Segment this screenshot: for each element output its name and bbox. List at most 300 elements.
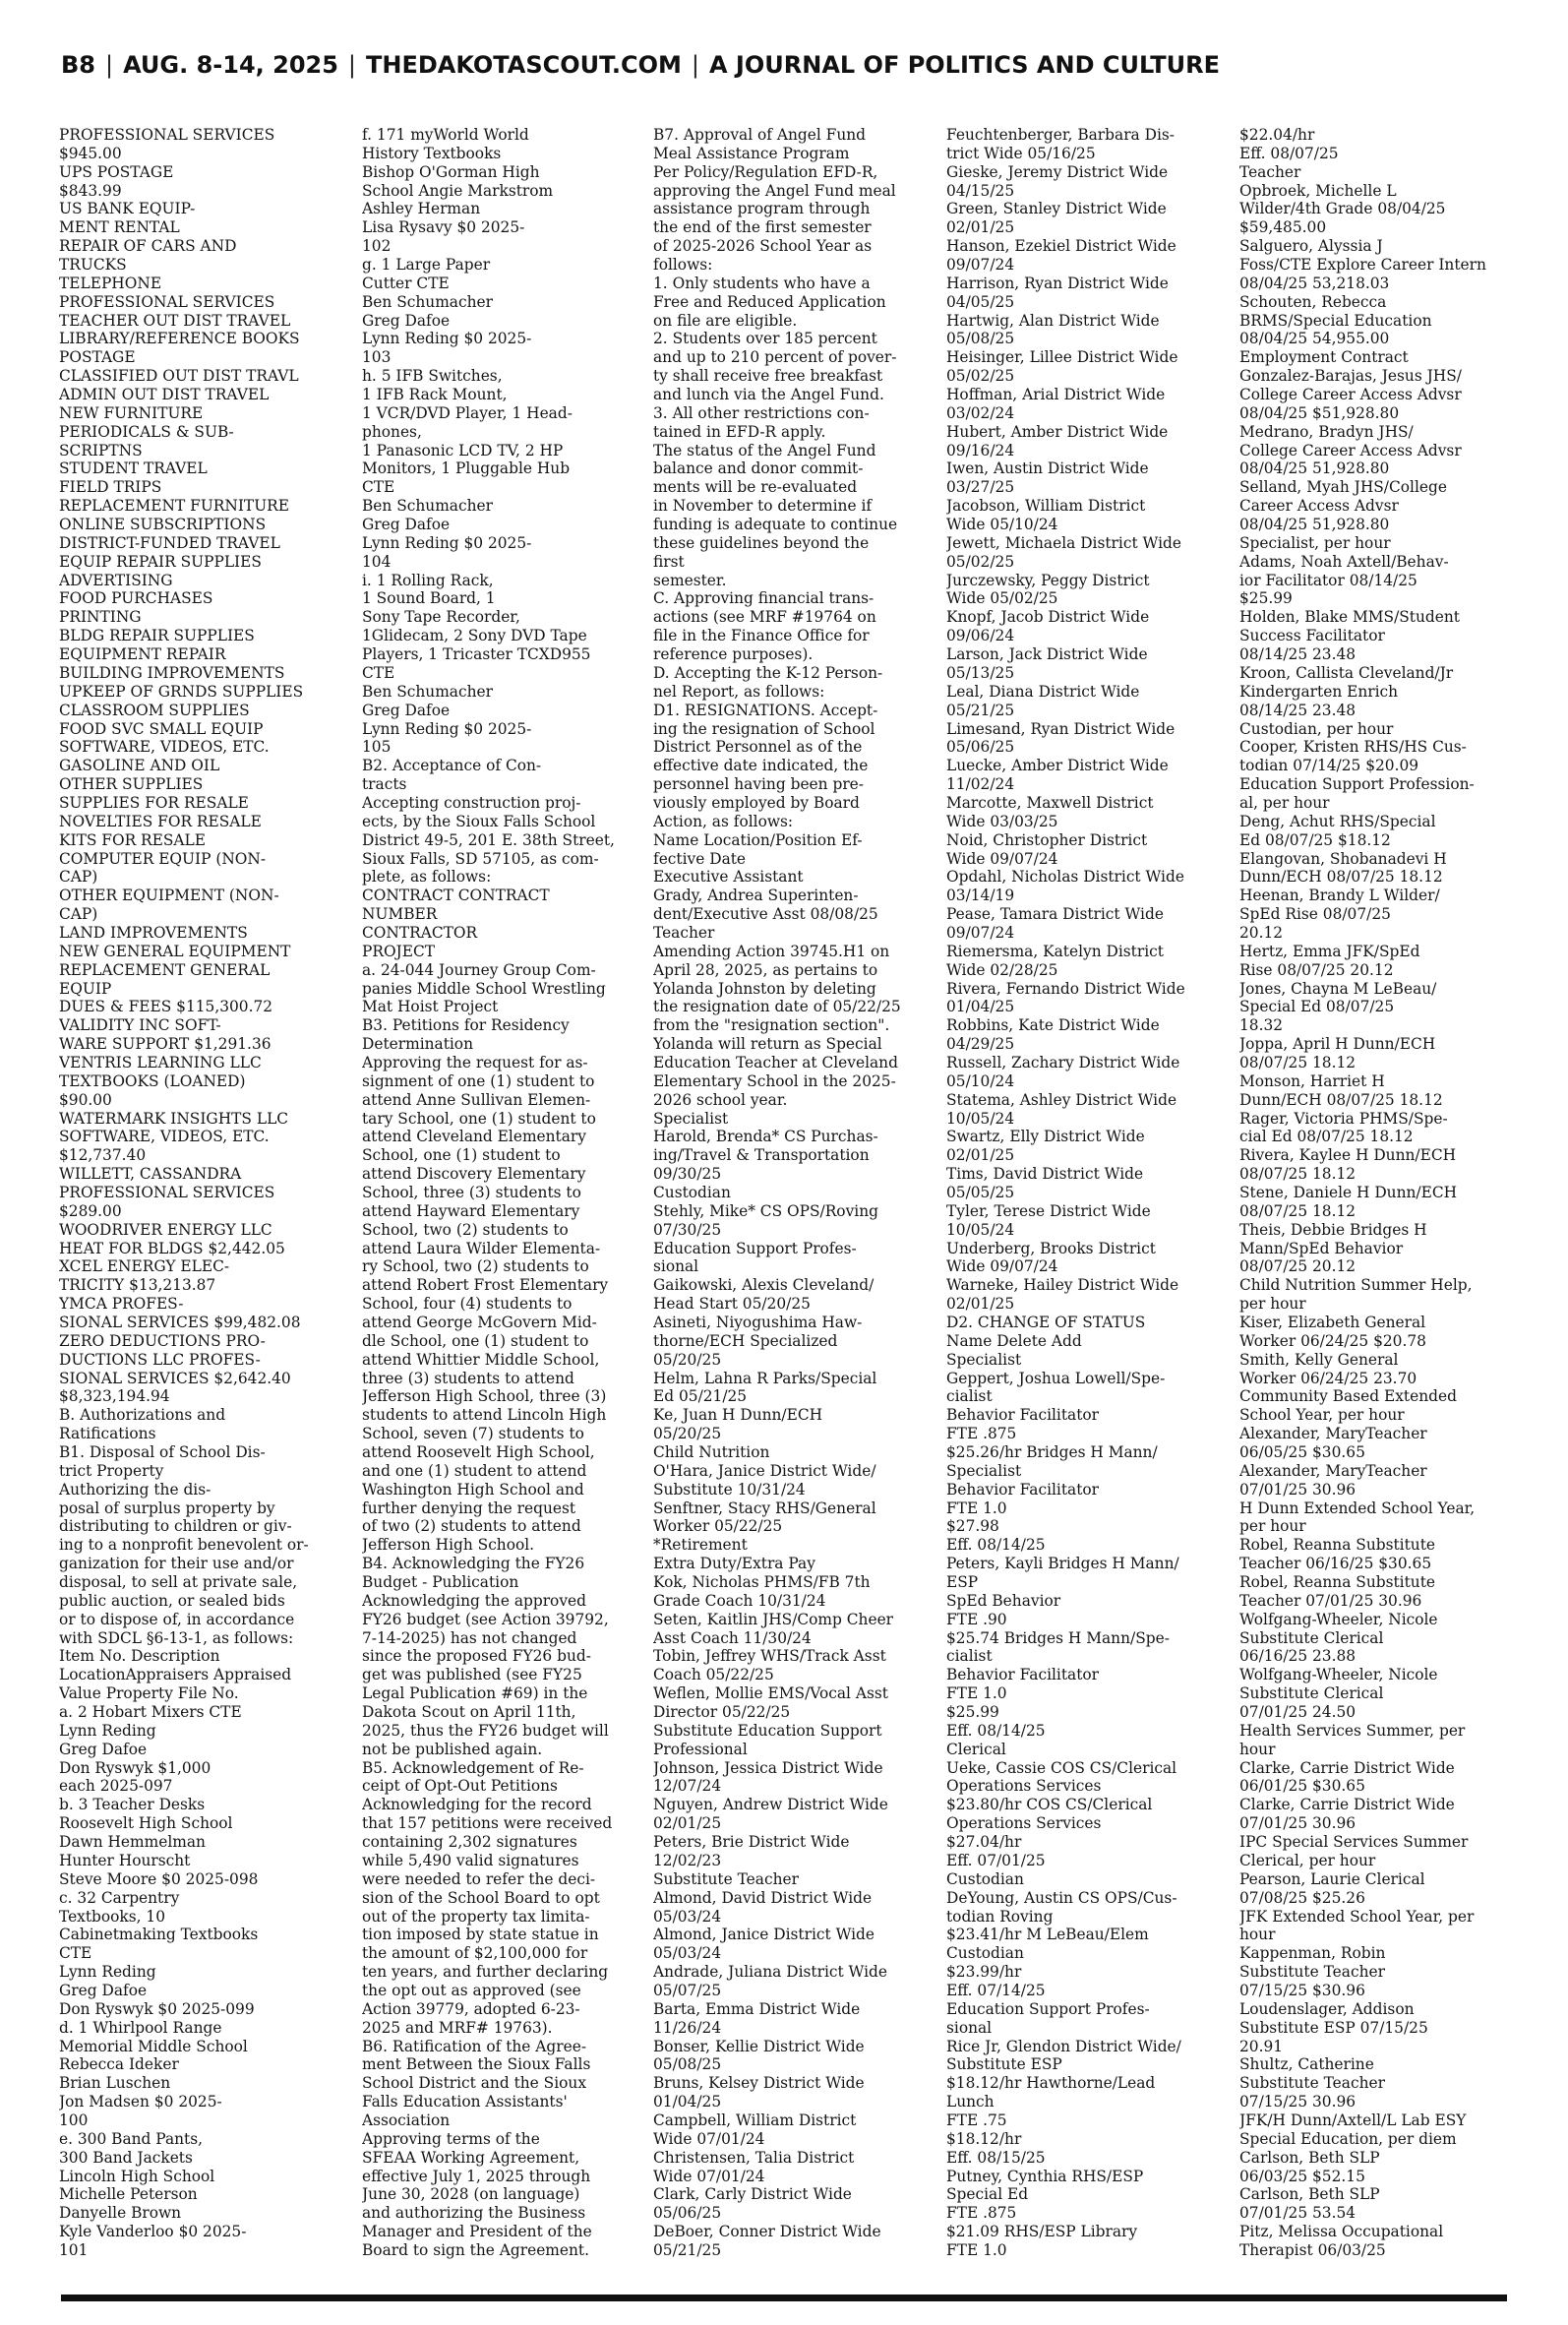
text-line: trict Wide 05/16/25	[946, 144, 1096, 162]
text-line: H Dunn Extended School Year,	[1239, 1499, 1476, 1517]
text-line: WILLETT, CASSANDRA	[59, 1165, 242, 1184]
text-line: EQUIP REPAIR SUPPLIES	[59, 552, 262, 571]
text-line: Item No. Description	[59, 1647, 220, 1666]
text-line: Dakota Scout on April 11th,	[362, 1703, 576, 1722]
text-line: FTE 1.0	[946, 1499, 1007, 1517]
text-line: Amending Action 39745.H1 on	[653, 942, 890, 960]
text-line: attend Hayward Elementary	[362, 1201, 580, 1220]
text-line: 1 IFB Rack Mount,	[362, 386, 508, 404]
text-line: Leal, Diana District Wide	[946, 682, 1140, 701]
text-line: Noid, Christopher District	[946, 830, 1148, 849]
text-line: Players, 1 Tricaster TCXD955	[362, 645, 591, 664]
text-line: 04/29/25	[946, 1035, 1015, 1054]
text-line: Gonzalez-Barajas, Jesus JHS/	[1239, 367, 1462, 386]
text-line: $23.41/hr M LeBeau/Elem	[946, 1926, 1149, 1944]
text-line: Legal Publication #69) in the	[362, 1684, 588, 1703]
text-line: Jacobson, William District	[946, 497, 1146, 516]
text-line: 05/10/24	[946, 1071, 1015, 1090]
text-line: Warneke, Hailey District Wide	[946, 1276, 1179, 1295]
text-line: 10/05/24	[946, 1109, 1015, 1128]
text-line: Substitute ESP 07/15/25	[1239, 2018, 1428, 2037]
text-line: Green, Stanley District Wide	[946, 200, 1167, 218]
text-line: Robbins, Kate District Wide	[946, 1016, 1160, 1035]
text-line: April 28, 2025, as pertains to	[653, 960, 878, 979]
text-line: SOFTWARE, VIDEOS, ETC.	[59, 738, 270, 757]
text-line: 07/15/25 30.96	[1239, 2093, 1357, 2111]
text-line: Underberg, Brooks District	[946, 1239, 1156, 1257]
text-line: Hubert, Amber District Wide	[946, 422, 1169, 441]
text-line: Lynn Reding $0 2025-	[362, 533, 532, 552]
text-line: 20.91	[1239, 2037, 1284, 2055]
text-line: 01/04/25	[946, 998, 1015, 1016]
text-line: Elangovan, Shobanadevi H	[1239, 849, 1447, 868]
text-line: Kroon, Callista Cleveland/Jr	[1239, 663, 1454, 682]
text-line: cial Ed 08/07/25 18.12	[1239, 1128, 1414, 1146]
text-line: Professional	[653, 1740, 748, 1758]
text-line: B3. Petitions for Residency	[362, 1016, 570, 1035]
text-line: Eff. 08/14/25	[946, 1721, 1046, 1740]
text-line: 08/04/25 53,218.03	[1239, 274, 1390, 292]
text-line: sional	[653, 1257, 699, 1276]
text-line: todian Roving	[946, 1907, 1054, 1926]
text-line: assistance program through	[653, 200, 871, 218]
text-line: Bishop O'Gorman High	[362, 162, 540, 181]
text-line: Carlson, Beth SLP	[1239, 2185, 1380, 2204]
text-line: 1 Sound Board, 1	[362, 589, 496, 608]
text-line: 08/14/25 23.48	[1239, 701, 1357, 719]
text-line: SFEAA Working Agreement,	[362, 2148, 580, 2167]
text-line: Education Support Profes-	[946, 1999, 1150, 2018]
text-line: 05/06/25	[946, 738, 1015, 757]
text-line: 02/01/25	[946, 218, 1015, 237]
text-line: Clerical, per hour	[1239, 1851, 1376, 1869]
text-line: 05/20/25	[653, 1350, 722, 1369]
text-line: Pearson, Laurie Clerical	[1239, 1869, 1425, 1888]
text-line: the opt out as approved (see	[362, 1981, 581, 1999]
text-line: Clarke, Carrie District Wide	[1239, 1796, 1455, 1814]
text-line: Seten, Kaitlin JHS/Comp Cheer	[653, 1610, 894, 1628]
text-line: Joppa, April H Dunn/ECH	[1239, 1035, 1436, 1054]
text-line: PROJECT	[362, 942, 436, 960]
text-line: 1 VCR/DVD Player, 1 Head-	[362, 403, 573, 422]
text-line: Campbell, William District	[653, 2111, 857, 2129]
text-line: Theis, Debbie Bridges H	[1239, 1220, 1427, 1239]
text-line: nel Report, as follows:	[653, 682, 825, 701]
text-line: BLDG REPAIR SUPPLIES	[59, 627, 255, 645]
text-line: Opdahl, Nicholas District Wide	[946, 868, 1184, 887]
text-line: Operations Services	[946, 1814, 1102, 1833]
text-line: Grady, Andrea Superinten-	[653, 887, 859, 905]
text-line: Wide 09/07/24	[946, 1257, 1058, 1276]
text-line: 20.12	[1239, 923, 1284, 942]
text-line: JFK/H Dunn/Axtell/L Lab ESY	[1239, 2111, 1467, 2129]
header-divider: |	[347, 51, 357, 79]
text-line: Action 39779, adopted 6-23-	[362, 1999, 580, 2018]
text-line: that 157 petitions were received	[362, 1814, 613, 1833]
text-line: Brian Luschen	[59, 2074, 171, 2093]
text-line: Employment Contract	[1239, 348, 1409, 367]
text-line: CTE	[362, 478, 395, 497]
text-line: Kappenman, Robin	[1239, 1944, 1386, 1963]
text-line: Hanson, Ezekiel District Wide	[946, 237, 1176, 256]
text-line: District Personnel as of the	[653, 738, 863, 757]
text-line: Per Policy/Regulation EFD-R,	[653, 162, 878, 181]
text-line: 08/04/25 $51,928.80	[1239, 403, 1400, 422]
text-line: Greg Dafoe	[362, 701, 451, 719]
text-line: 09/06/24	[946, 627, 1015, 645]
text-line: 06/01/25 $30.65	[1239, 1777, 1365, 1796]
text-line: 05/05/25	[946, 1183, 1015, 1201]
text-line: Almond, David District Wide	[653, 1888, 873, 1907]
text-line: LIBRARY/REFERENCE BOOKS	[59, 330, 300, 348]
text-line: 07/01/25 30.96	[1239, 1480, 1357, 1499]
text-line: Alexander, MaryTeacher	[1239, 1425, 1427, 1443]
text-line: REPLACEMENT FURNITURE	[59, 497, 289, 516]
text-line: Roosevelt High School	[59, 1814, 233, 1833]
text-line: CTE	[362, 663, 395, 682]
text-line: Hartwig, Alan District Wide	[946, 311, 1160, 330]
text-line: POSTAGE	[59, 348, 136, 367]
text-line: Ratifications	[59, 1425, 156, 1443]
text-line: 08/07/25 18.12	[1239, 1165, 1357, 1184]
text-line: 103	[362, 348, 392, 367]
text-line: Greg Dafoe	[59, 1740, 148, 1758]
text-line: Harrison, Ryan District Wide	[946, 274, 1169, 292]
text-line: f. 171 myWorld World	[362, 126, 529, 144]
text-line: June 30, 2028 (on language)	[362, 2185, 580, 2204]
text-line: these guidelines beyond the	[653, 533, 870, 552]
text-line: attend Cleveland Elementary	[362, 1128, 586, 1146]
text-line: $12,737.40	[59, 1146, 147, 1165]
text-line: Greg Dafoe	[362, 311, 451, 330]
text-line: viously employed by Board	[653, 793, 860, 812]
text-line: LocationAppraisers Appraised	[59, 1666, 292, 1684]
text-line: ing the resignation of School	[653, 719, 875, 738]
text-line: Teacher 07/01/25 30.96	[1239, 1591, 1422, 1610]
text-line: Therapist 06/03/25	[1239, 2240, 1386, 2259]
text-line: B1. Disposal of School Dis-	[59, 1443, 266, 1462]
text-line: Heenan, Brandy L Wilder/	[1239, 887, 1440, 905]
text-line: per hour	[1239, 1517, 1306, 1536]
text-line: ry School, two (2) students to	[362, 1257, 589, 1276]
text-line: 05/21/25	[653, 2240, 722, 2259]
text-line: Gieske, Jeremy District Wide	[946, 162, 1169, 181]
text-line: B7. Approval of Angel Fund	[653, 126, 867, 144]
text-line: PROFESSIONAL SERVICES	[59, 1183, 275, 1201]
text-line: 06/05/25 $30.65	[1239, 1443, 1365, 1462]
text-line: Lynn Reding $0 2025-	[362, 719, 532, 738]
text-line: Education Support Profession-	[1239, 775, 1475, 794]
text-line: Lynn Reding	[59, 1963, 156, 1982]
text-line: 04/05/25	[946, 292, 1015, 311]
text-line: ments will be re-evaluated	[653, 478, 858, 497]
text-line: NOVELTIES FOR RESALE	[59, 812, 262, 830]
text-line: ZERO DEDUCTIONS PRO-	[59, 1331, 266, 1350]
text-line: Senftner, Stacy RHS/General	[653, 1499, 876, 1517]
text-line: since the proposed FY26 bud-	[362, 1647, 591, 1666]
text-line: with SDCL §6-13-1, as follows:	[59, 1628, 294, 1647]
text-line: 10/05/24	[946, 1220, 1015, 1239]
text-line: SOFTWARE, VIDEOS, ETC.	[59, 1128, 270, 1146]
text-line: Career Access Advsr	[1239, 497, 1399, 516]
text-line: $945.00	[59, 144, 122, 162]
text-line: REPAIR OF CARS AND	[59, 237, 237, 256]
text-line: Steve Moore $0 2025-098	[59, 1869, 259, 1888]
text-line: Memorial Middle School	[59, 2037, 248, 2055]
text-line: 300 Band Jackets	[59, 2148, 193, 2167]
text-line: attend Discovery Elementary	[362, 1165, 586, 1184]
text-line: $22.04/hr	[1239, 126, 1315, 144]
text-line: $289.00	[59, 1201, 122, 1220]
text-line: Substitute ESP	[946, 2055, 1062, 2074]
text-line: $59,485.00	[1239, 218, 1327, 237]
text-line: approving the Angel Fund meal	[653, 181, 896, 200]
text-line: $18.12/hr Hawthorne/Lead	[946, 2074, 1156, 2093]
text-line: US BANK EQUIP-	[59, 200, 196, 218]
text-line: D1. RESIGNATIONS. Accept-	[653, 701, 878, 719]
text-line: h. 5 IFB Switches,	[362, 367, 503, 386]
text-line: Nguyen, Andrew District Wide	[653, 1796, 888, 1814]
text-line: Pease, Tamara District Wide	[946, 905, 1164, 924]
text-line: KITS FOR RESALE	[59, 830, 206, 849]
legal-notice-body	[59, 126, 1513, 2291]
text-line: Accepting construction proj-	[362, 793, 581, 812]
text-line: al, per hour	[1239, 793, 1330, 812]
text-line: 08/07/25 18.12	[1239, 1201, 1357, 1220]
text-line: B. Authorizations and	[59, 1406, 226, 1425]
text-line: Gaikowski, Alexis Cleveland/	[653, 1276, 874, 1295]
text-line: School, three (3) students to	[362, 1183, 581, 1201]
text-line: Dawn Hemmelman	[59, 1833, 206, 1852]
text-line: in November to determine if	[653, 497, 873, 516]
text-line: Selland, Myah JHS/College	[1239, 478, 1447, 497]
text-line: 05/02/25	[946, 367, 1015, 386]
text-line: Special Ed 08/07/25	[1239, 998, 1395, 1016]
text-line: the end of the first semester	[653, 218, 872, 237]
text-line: $90.00	[59, 1090, 112, 1109]
text-line: 05/03/24	[653, 1944, 722, 1963]
text-line: three (3) students to attend	[362, 1369, 574, 1387]
text-line: Bonser, Kellie District Wide	[653, 2037, 865, 2055]
text-line: Monitors, 1 Pluggable Hub	[362, 459, 571, 478]
text-line: XCEL ENERGY ELEC-	[59, 1257, 230, 1276]
text-line: PROFESSIONAL SERVICES	[59, 126, 275, 144]
text-line: 09/30/25	[653, 1165, 722, 1184]
text-line: PRINTING	[59, 608, 142, 627]
text-line: i. 1 Rolling Rack,	[362, 571, 494, 589]
text-line: sional	[946, 2018, 993, 2037]
text-line: School, one (1) student to	[362, 1146, 561, 1165]
text-line: Harold, Brenda* CS Purchas-	[653, 1128, 878, 1146]
text-line: Loudenslager, Addison	[1239, 1999, 1415, 2018]
text-line: Wilder/4th Grade 08/04/25	[1239, 200, 1446, 218]
text-line: Mann/SpEd Behavior	[1239, 1239, 1404, 1257]
text-line: Hunter Hourscht	[59, 1851, 191, 1869]
text-line: BRMS/Special Education	[1239, 311, 1432, 330]
text-line: Custodian	[946, 1944, 1024, 1963]
text-line: Andrade, Juliana District Wide	[653, 1963, 887, 1982]
text-line: Teacher	[1239, 162, 1301, 181]
text-line: D2. CHANGE OF STATUS	[946, 1314, 1146, 1331]
text-line: Acknowledging for the record	[362, 1796, 592, 1814]
text-line: FTE 1.0	[946, 2240, 1007, 2259]
text-line: School, two (2) students to	[362, 1220, 569, 1239]
text-line: Rivera, Kaylee H Dunn/ECH	[1239, 1146, 1457, 1165]
text-line: TRICITY $13,213.87	[59, 1276, 216, 1295]
text-line: 3. All other restrictions con-	[653, 403, 870, 422]
text-line: 1Glidecam, 2 Sony DVD Tape	[362, 627, 587, 645]
text-line: Don Ryswyk $0 2025-099	[59, 1999, 255, 2018]
text-line: attend Anne Sullivan Elemen-	[362, 1090, 591, 1109]
text-line: TEXTBOOKS (LOANED)	[59, 1071, 246, 1090]
header-divider: |	[105, 51, 114, 79]
text-line: Wide 05/02/25	[946, 589, 1058, 608]
text-line: Action, as follows:	[653, 812, 794, 830]
text-line: Behavior Facilitator	[946, 1480, 1100, 1499]
text-line: B2. Acceptance of Con-	[362, 757, 542, 775]
text-line: $8,323,194.94	[59, 1387, 170, 1406]
text-line: 7-14-2025) has not changed	[362, 1628, 577, 1647]
text-line: CAP)	[59, 905, 98, 924]
text-line: 07/08/25 $25.26	[1239, 1888, 1365, 1907]
text-line: Specialist, per hour	[1239, 533, 1391, 552]
text-line: ten years, and further declaring	[362, 1963, 609, 1982]
text-line: Substitute Education Support	[653, 1721, 882, 1740]
text-line: $27.04/hr	[946, 1833, 1022, 1852]
text-line: Operations Services	[946, 1777, 1102, 1796]
text-line: Substitute Clerical	[1239, 1684, 1384, 1703]
text-line: plete, as follows:	[362, 868, 492, 887]
text-line: Stene, Daniele H Dunn/ECH	[1239, 1183, 1458, 1201]
text-line: 07/30/25	[653, 1220, 722, 1239]
text-line: Carlson, Beth SLP	[1239, 2148, 1380, 2167]
text-line: not be published again.	[362, 1740, 543, 1758]
text-line: 08/04/25 51,928.80	[1239, 459, 1390, 478]
text-line: attend Roosevelt High School,	[362, 1443, 595, 1462]
text-line: 105	[362, 738, 392, 757]
text-line: Tobin, Jeffrey WHS/Track Asst	[653, 1647, 886, 1666]
text-line: FOOD PURCHASES	[59, 589, 213, 608]
text-line: NEW GENERAL EQUIPMENT	[59, 942, 291, 960]
text-line: Hertz, Emma JFK/SpEd	[1239, 942, 1420, 960]
text-line: Sony Tape Recorder,	[362, 608, 520, 627]
text-line: DUCTIONS LLC PROFES-	[59, 1350, 261, 1369]
text-line: Monson, Harriet H	[1239, 1071, 1385, 1090]
text-line: Substitute Teacher	[653, 1869, 799, 1888]
text-line: Head Start 05/20/25	[653, 1295, 811, 1314]
text-line: dent/Executive Asst 08/08/25	[653, 905, 878, 924]
text-line: Ashley Herman	[362, 200, 481, 218]
text-line: Eff. 08/14/25	[946, 1536, 1046, 1555]
text-column-3	[653, 126, 923, 2291]
text-line: of two (2) students to attend	[362, 1517, 581, 1536]
text-line: 05/08/25	[946, 330, 1015, 348]
text-line: Jefferson High School, three (3)	[362, 1387, 607, 1406]
text-line: School Angie Markstrom	[362, 181, 554, 200]
text-line: VALIDITY INC SOFT-	[59, 1016, 221, 1035]
page-header	[61, 51, 1507, 91]
text-line: Ben Schumacher	[362, 292, 493, 311]
text-line: History Textbooks	[362, 144, 502, 162]
text-line: funding is adequate to continue	[653, 516, 898, 534]
text-line: follows:	[653, 256, 713, 275]
text-line: SUPPLIES FOR RESALE	[59, 793, 249, 812]
text-line: public auction, or sealed bids	[59, 1591, 285, 1610]
text-line: 09/16/24	[946, 441, 1015, 459]
text-line: SpEd Rise 08/07/25	[1239, 905, 1391, 924]
text-column-5	[1239, 126, 1513, 2291]
text-line: Director 05/22/25	[653, 1703, 791, 1722]
text-line: and lunch via the Angel Fund.	[653, 386, 884, 404]
text-line: Eff. 07/01/25	[946, 1851, 1046, 1869]
publication-tagline: A JOURNAL OF POLITICS AND CULTURE	[709, 51, 1220, 79]
text-line: $27.98	[946, 1517, 999, 1536]
text-line: ONLINE SUBSCRIPTIONS	[59, 516, 267, 534]
text-line: 07/01/25 24.50	[1239, 1703, 1357, 1722]
text-line: CONTRACTOR	[362, 923, 478, 942]
text-line: 07/01/25 53.54	[1239, 2204, 1357, 2223]
text-line: EQUIPMENT REPAIR	[59, 645, 226, 664]
text-line: Don Ryswyk $1,000	[59, 1758, 211, 1777]
text-line: Barta, Emma District Wide	[653, 1999, 861, 2018]
text-line: Wide 02/28/25	[946, 960, 1058, 979]
text-line: ADVERTISING	[59, 571, 173, 589]
text-line: g. 1 Large Paper	[362, 256, 491, 275]
text-line: Sioux Falls, SD 57105, as com-	[362, 849, 599, 868]
text-line: Ben Schumacher	[362, 497, 493, 516]
text-line: cialist	[946, 1647, 993, 1666]
text-line: Wide 03/03/25	[946, 812, 1058, 830]
text-line: get was published (see FY25	[362, 1666, 582, 1684]
text-line: first	[653, 552, 685, 571]
text-line: 05/13/25	[946, 663, 1015, 682]
text-line: Association	[362, 2111, 451, 2129]
site-name[interactable]: THEDAKOTASCOUT.COM	[366, 51, 682, 79]
text-line: the resignation date of 05/22/25	[653, 998, 901, 1016]
text-line: 05/06/25	[653, 2204, 722, 2223]
text-line: effective July 1, 2025 through	[362, 2167, 591, 2185]
text-line: DeBoer, Conner District Wide	[653, 2223, 881, 2241]
text-line: trict Property	[59, 1461, 164, 1480]
text-line: a. 2 Hobart Mixers CTE	[59, 1703, 242, 1722]
text-line: Specialist	[653, 1109, 729, 1128]
text-line: District 49-5, 201 E. 38th Street,	[362, 830, 615, 849]
text-line: Coach 05/22/25	[653, 1666, 774, 1684]
text-line: FTE .875	[946, 2204, 1017, 2223]
text-line: Textbooks, 10	[59, 1907, 166, 1926]
text-line: 05/20/25	[653, 1425, 722, 1443]
text-line: Rivera, Fernando District Wide	[946, 979, 1185, 998]
text-line: Putney, Cynthia RHS/ESP	[946, 2167, 1144, 2185]
text-line: B5. Acknowledgement of Re-	[362, 1758, 584, 1777]
text-line: DeYoung, Austin CS OPS/Cus-	[946, 1888, 1177, 1907]
text-line: 100	[59, 2111, 89, 2129]
text-line: containing 2,302 signatures	[362, 1833, 577, 1852]
text-line: Eff. 08/07/25	[1239, 144, 1339, 162]
text-line: Jon Madsen $0 2025-	[59, 2093, 222, 2111]
text-line: Specialist	[946, 1461, 1022, 1480]
text-line: 08/07/25 18.12	[1239, 1053, 1357, 1071]
text-line: 02/01/25	[946, 1295, 1015, 1314]
text-line: Special Ed	[946, 2185, 1029, 2204]
text-line: CLASSIFIED OUT DIST TRAVL	[59, 367, 299, 386]
text-line: Jewett, Michaela District Wide	[946, 533, 1181, 552]
text-line: Worker 06/24/25 23.70	[1239, 1369, 1417, 1387]
text-line: $18.12/hr	[946, 2129, 1022, 2148]
text-line: Lisa Rysavy $0 2025-	[362, 218, 525, 237]
text-line: Ed 08/07/25 $18.12	[1239, 830, 1391, 849]
text-column-4	[946, 126, 1216, 2291]
